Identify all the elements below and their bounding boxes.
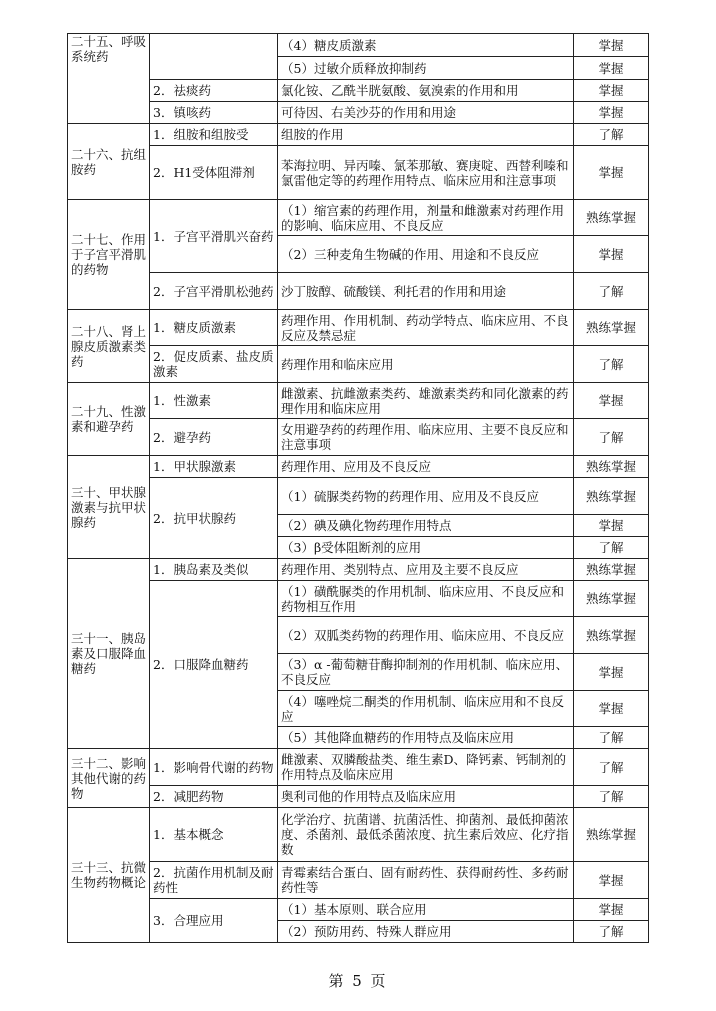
content-cell: 药理作用、应用及不良反应 [278, 456, 574, 478]
level-cell: 掌握 [574, 57, 649, 80]
table-row [68, 581, 649, 617]
table-row [68, 862, 649, 899]
unit-cell: 二十五、呼吸系统药 [68, 34, 150, 124]
subtopic-cell: 1．甲状腺激素 [150, 456, 278, 478]
content-cell: （1）硫脲类药物的药理作用、应用及不良反应 [278, 478, 574, 515]
level-cell: 掌握 [574, 654, 649, 691]
table-row [68, 80, 649, 102]
content-cell: （5）其他降血糖药的作用特点及临床应用 [278, 727, 574, 749]
subtopic-cell: 1．影响骨代谢的药物 [150, 749, 278, 786]
table-row [68, 749, 649, 786]
table-row [68, 146, 649, 200]
table-row [68, 478, 649, 515]
table-row [68, 419, 649, 456]
table-row [68, 124, 649, 146]
content-cell: 氯化铵、乙酰半胱氨酸、氨溴索的作用和用 [278, 80, 574, 102]
content-cell: 药理作用、作用机制、药动学特点、临床应用、不良反应及禁忌症 [278, 310, 574, 346]
subtopic-cell: 2．抗菌作用机制及耐药性 [150, 862, 278, 899]
content-cell: （2）预防用药、特殊人群应用 [278, 921, 574, 943]
table-row [68, 273, 649, 310]
level-cell: 了解 [574, 921, 649, 943]
level-cell: 掌握 [574, 146, 649, 200]
table-row [68, 346, 649, 383]
content-cell: （5）过敏介质释放抑制药 [278, 57, 574, 80]
table-row [68, 34, 649, 57]
subtopic-cell [150, 34, 278, 80]
level-cell: 掌握 [574, 515, 649, 537]
level-cell: 熟练掌握 [574, 200, 649, 236]
content-cell: （3）β受体阻断剂的应用 [278, 537, 574, 559]
level-cell: 掌握 [574, 34, 649, 57]
content-cell: （4）糖皮质激素 [278, 34, 574, 57]
table-row [68, 808, 649, 862]
content-cell: 奥利司他的作用特点及临床应用 [278, 786, 574, 808]
level-cell: 熟练掌握 [574, 559, 649, 581]
content-cell: 药理作用和临床应用 [278, 346, 574, 383]
table-row [68, 786, 649, 808]
content-cell: （2）三种麦角生物碱的作用、用途和不良反应 [278, 236, 574, 273]
level-cell: 掌握 [574, 691, 649, 727]
unit-cell: 二十六、抗组胺药 [68, 124, 150, 200]
table-row [68, 456, 649, 478]
subtopic-cell: 1．糖皮质激素 [150, 310, 278, 346]
unit-cell: 三十二、影响其他代谢的药物 [68, 749, 150, 808]
unit-cell: 三十、甲状腺激素与抗甲状腺药 [68, 456, 150, 559]
level-cell: 了解 [574, 419, 649, 456]
content-cell: 可待因、右美沙芬的作用和用途 [278, 102, 574, 124]
subtopic-cell: 3．合理应用 [150, 899, 278, 943]
level-cell: 掌握 [574, 383, 649, 419]
level-cell: 掌握 [574, 80, 649, 102]
level-cell: 掌握 [574, 102, 649, 124]
content-cell: 药理作用、类别特点、应用及主要不良反应 [278, 559, 574, 581]
subtopic-cell: 2．祛痰药 [150, 80, 278, 102]
subtopic-cell: 3．镇咳药 [150, 102, 278, 124]
level-cell: 了解 [574, 346, 649, 383]
level-cell: 掌握 [574, 862, 649, 899]
subtopic-cell: 1．性激素 [150, 383, 278, 419]
content-cell: （1）缩宫素的药理作用，剂量和雌激素对药理作用的影响、临床应用、不良反应 [278, 200, 574, 236]
subtopic-cell: 2．抗甲状腺药 [150, 478, 278, 559]
table-row [68, 559, 649, 581]
content-cell: 女用避孕药的药理作用、临床应用、主要不良反应和注意事项 [278, 419, 574, 456]
content-cell: 青霉素结合蛋白、固有耐药性、获得耐药性、多药耐药性等 [278, 862, 574, 899]
level-cell: 熟练掌握 [574, 310, 649, 346]
level-cell: 了解 [574, 537, 649, 559]
unit-cell: 二十八、肾上腺皮质激素类药 [68, 310, 150, 383]
content-cell: 组胺的作用 [278, 124, 574, 146]
content-cell: 沙丁胺醇、硫酸镁、利托君的作用和用途 [278, 273, 574, 310]
level-cell: 了解 [574, 749, 649, 786]
table-row [68, 200, 649, 236]
content-cell: （1）磺酰脲类的作用机制、临床应用、不良反应和药物相互作用 [278, 581, 574, 617]
level-cell: 熟练掌握 [574, 478, 649, 515]
subtopic-cell: 2．子宫平滑肌松弛药 [150, 273, 278, 310]
level-cell: 了解 [574, 273, 649, 310]
content-cell: 雌激素、双膦酸盐类、维生素D、降钙素、钙制剂的作用特点及临床应用 [278, 749, 574, 786]
table-row [68, 310, 649, 346]
level-cell: 熟练掌握 [574, 617, 649, 654]
level-cell: 了解 [574, 786, 649, 808]
level-cell: 掌握 [574, 236, 649, 273]
syllabus-table [67, 33, 649, 943]
level-cell: 熟练掌握 [574, 808, 649, 862]
level-cell: 了解 [574, 124, 649, 146]
subtopic-cell: 1．组胺和组胺受 [150, 124, 278, 146]
content-cell: （2）碘及碘化物药理作用特点 [278, 515, 574, 537]
subtopic-cell: 1．基本概念 [150, 808, 278, 862]
content-cell: 苯海拉明、异丙嗪、氯苯那敏、赛庚啶、西替利嗪和氯雷他定等的药理作用特点、临床应用和注意事项 [278, 146, 574, 200]
content-cell: 化学治疗、抗菌谱、抗菌活性、抑菌剂、最低抑菌浓度、杀菌剂、最低杀菌浓度、抗生素后效应、化疗指数 [278, 808, 574, 862]
subtopic-cell: 2．减肥药物 [150, 786, 278, 808]
content-cell: （2）双胍类药物的药理作用、临床应用、不良反应 [278, 617, 574, 654]
level-cell: 熟练掌握 [574, 456, 649, 478]
content-cell: （1）基本原则、联合应用 [278, 899, 574, 921]
unit-cell: 二十九、性激素和避孕药 [68, 383, 150, 456]
page-number: 第 5 页 [328, 972, 388, 990]
subtopic-cell: 2．避孕药 [150, 419, 278, 456]
unit-cell: 三十一、胰岛素及口服降血糖药 [68, 559, 150, 749]
level-cell: 了解 [574, 727, 649, 749]
subtopic-cell: 1．胰岛素及类似 [150, 559, 278, 581]
content-cell: （4）噻唑烷二酮类的作用机制、临床应用和不良反应 [278, 691, 574, 727]
subtopic-cell: 2．口服降血糖药 [150, 581, 278, 749]
table-row [68, 383, 649, 419]
table-row [68, 102, 649, 124]
subtopic-cell: 2．促皮质素、盐皮质激素 [150, 346, 278, 383]
subtopic-cell: 1．子宫平滑肌兴奋药 [150, 200, 278, 273]
content-cell: （3）α -葡萄糖苷酶抑制剂的作用机制、临床应用、不良反应 [278, 654, 574, 691]
unit-cell: 三十三、抗微生物药物概论 [68, 808, 150, 943]
level-cell: 熟练掌握 [574, 581, 649, 617]
table-row [68, 899, 649, 921]
level-cell: 掌握 [574, 899, 649, 921]
content-cell: 雌激素、抗雌激素类药、雄激素类药和同化激素的药理作用和临床应用 [278, 383, 574, 419]
unit-cell: 二十七、作用于子宫平滑肌的药物 [68, 200, 150, 310]
subtopic-cell: 2．H1受体阻滞剂 [150, 146, 278, 200]
